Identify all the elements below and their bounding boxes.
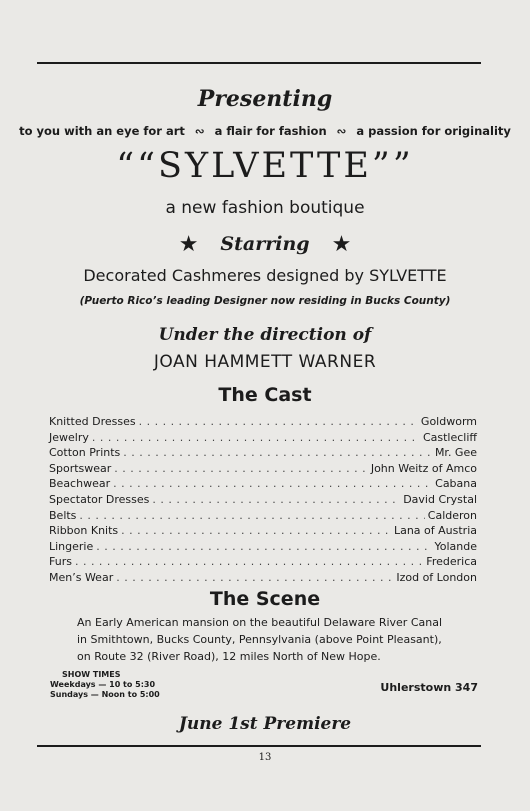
cast-name: Frederica (426, 555, 477, 569)
cast-role: Men’s Wear (49, 570, 114, 584)
leader-dots (116, 570, 393, 586)
leader-dots (121, 523, 391, 539)
leader-dots (79, 508, 424, 524)
cast-row (49, 539, 477, 555)
cast-name: David Crystal (403, 492, 477, 506)
star-icon: ★ (331, 232, 352, 257)
cast-name: Lana of Austria (393, 524, 477, 538)
cast-role: Lingerie (49, 539, 94, 553)
tagline-part-art: to you with an eye for art (19, 124, 185, 138)
presenting-heading: Presenting (197, 86, 333, 112)
premiere-date: June 1st Premiere (178, 714, 352, 734)
cast-heading: The Cast (218, 384, 312, 406)
leader-dots (152, 492, 400, 508)
cast-name: Cabana (435, 477, 477, 491)
leading-designer-note: (Puerto Rico’s leading Designer now residing in Bucks County) (79, 295, 451, 307)
leader-dots (75, 554, 423, 570)
cast-role: Cotton Prints (49, 446, 121, 460)
cast-name: Goldworm (420, 415, 477, 428)
cast-row (49, 445, 477, 461)
director-name: JOAN HAMMETT WARNER (153, 352, 377, 372)
cast-row (49, 492, 477, 508)
tagline-part-originality: a passion for originality (356, 124, 511, 138)
boutique-subtitle: a new fashion boutique (165, 198, 365, 218)
scene-description (77, 614, 477, 665)
cast-list (49, 414, 477, 586)
swirl-ornament-icon: ∾ (336, 124, 347, 138)
direction-heading: Under the direction of (158, 325, 372, 345)
cast-name: Izod of London (396, 570, 477, 584)
brand-name: ““SYLVETTE”” (116, 146, 414, 186)
cast-name: Calderon (427, 508, 477, 522)
leader-dots (96, 539, 431, 555)
cast-name: Yolande (434, 539, 477, 553)
cast-role: Knitted Dresses (49, 415, 136, 428)
cast-row (49, 461, 477, 477)
cast-name: John Weitz of Amco (370, 461, 477, 475)
scene-line: in Smithtown, Bucks County, Pennsylvania (above Point Pleasant), (77, 633, 442, 646)
swirl-ornament-icon: ∾ (194, 124, 205, 138)
cast-name: Mr. Gee (434, 446, 477, 460)
tagline-part-fashion: a flair for fashion (214, 124, 327, 138)
tagline (0, 124, 530, 138)
phone-number: Uhlerstown 347 (380, 681, 478, 694)
leader-dots (92, 430, 420, 446)
scene-line: An Early American mansion on the beautiful Delaware River Canal (77, 616, 443, 629)
star-icon: ★ (178, 232, 199, 257)
starring-heading: Starring (220, 233, 310, 255)
cast-role: Jewelry (49, 430, 89, 444)
scene-heading: The Scene (209, 588, 321, 610)
scene-line: on Route 32 (River Road), 12 miles North of New Hope. (77, 650, 381, 663)
cast-row (49, 554, 477, 570)
show-times (50, 670, 160, 700)
bottom-rule (37, 745, 481, 747)
weekday-hours: Weekdays — 10 to 5:30 (50, 680, 156, 689)
cashmeres-line: Decorated Cashmeres designed by SYLVETTE (83, 266, 447, 285)
cast-role: Belts (49, 508, 77, 522)
cast-row (49, 508, 477, 524)
leader-dots (123, 445, 432, 461)
cast-name: Castlecliff (422, 430, 477, 444)
leader-dots (139, 414, 418, 430)
cast-row (49, 570, 477, 586)
cast-role: Ribbon Knits (49, 524, 119, 538)
cast-role: Spectator Dresses (49, 492, 150, 506)
cast-role: Furs (49, 555, 72, 569)
cast-row (49, 430, 477, 446)
starring-row (0, 232, 530, 257)
cast-role: Sportswear (49, 461, 112, 475)
show-times-title: SHOW TIMES (62, 670, 121, 679)
leader-dots (113, 476, 432, 492)
top-rule (37, 62, 481, 64)
cast-row (49, 414, 477, 430)
cast-row (49, 476, 477, 492)
cast-role: Beachwear (49, 477, 111, 491)
sunday-hours: Sundays — Noon to 5:00 (50, 690, 160, 699)
cast-row (49, 523, 477, 539)
leader-dots (114, 461, 368, 477)
page-number: 13 (258, 752, 272, 763)
